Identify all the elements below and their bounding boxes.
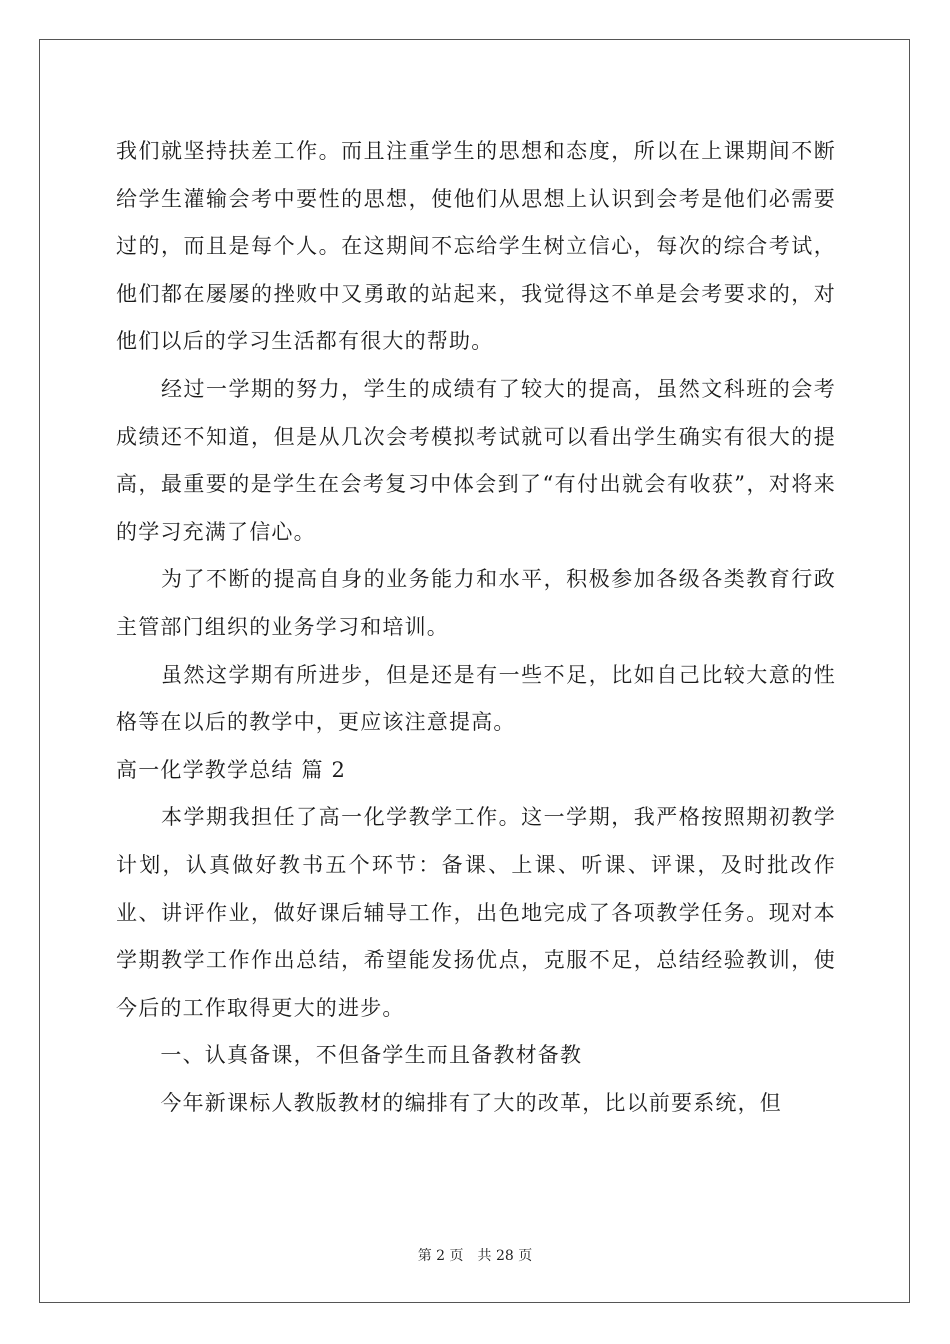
paragraph-3: 为了不断的提高自身的业务能力和水平，积极参加各级各类教育行政主管部门组织的业务学习和培训。	[116, 567, 836, 639]
paragraph-4: 虽然这学期有所进步，但是还是有一些不足，比如自己比较大意的性格等在以后的教学中，更应该注意提高。	[116, 662, 836, 735]
document-body	[116, 128, 836, 1127]
paragraph-2: 经过一学期的努力，学生的成绩有了较大的提高，虽然文科班的会考成绩还不知道，但是从几次会考模拟考试就可以看出学生确实有很大的提高，最重要的是学生在会考复习中体会到了“有付出就会有收获”，对将来的学习充满了信心。	[116, 376, 836, 544]
paragraph-7: 今年新课标人教版教材的编排有了大的改革，比以前要系统，但	[116, 1090, 782, 1115]
paragraph-6: 一、认真备课，不但备学生而且备教材备教	[116, 1043, 583, 1068]
page-footer: 第 2 页 共 28 页	[417, 1248, 533, 1264]
section-heading: 高一化学教学总结 篇 2	[116, 757, 347, 782]
paragraph-1: 我们就坚持扶差工作。而且注重学生的思想和态度，所以在上课期间不断给学生灌输会考中要性的思想，使他们从思想上认识到会考是他们必需要过的，而且是每个人。在这期间不忘给学生树立信心，每次的综合考试，他们都在屡屡的挫败中又勇敢的站起来，我觉得这不单是会考要求的，对他们以后的学习生活都有很大的帮助。	[116, 139, 836, 354]
paragraph-5: 本学期我担任了高一化学教学工作。这一学期，我严格按照期初教学计划，认真做好教书五个环节：备课、上课、听课、评课，及时批改作业、讲评作业，做好课后辅导工作，出色地完成了各项教学任务。现对本学期教学工作作出总结，希望能发扬优点，克服不足，总结经验教训，使今后的工作取得更大的进步。	[116, 805, 836, 1020]
